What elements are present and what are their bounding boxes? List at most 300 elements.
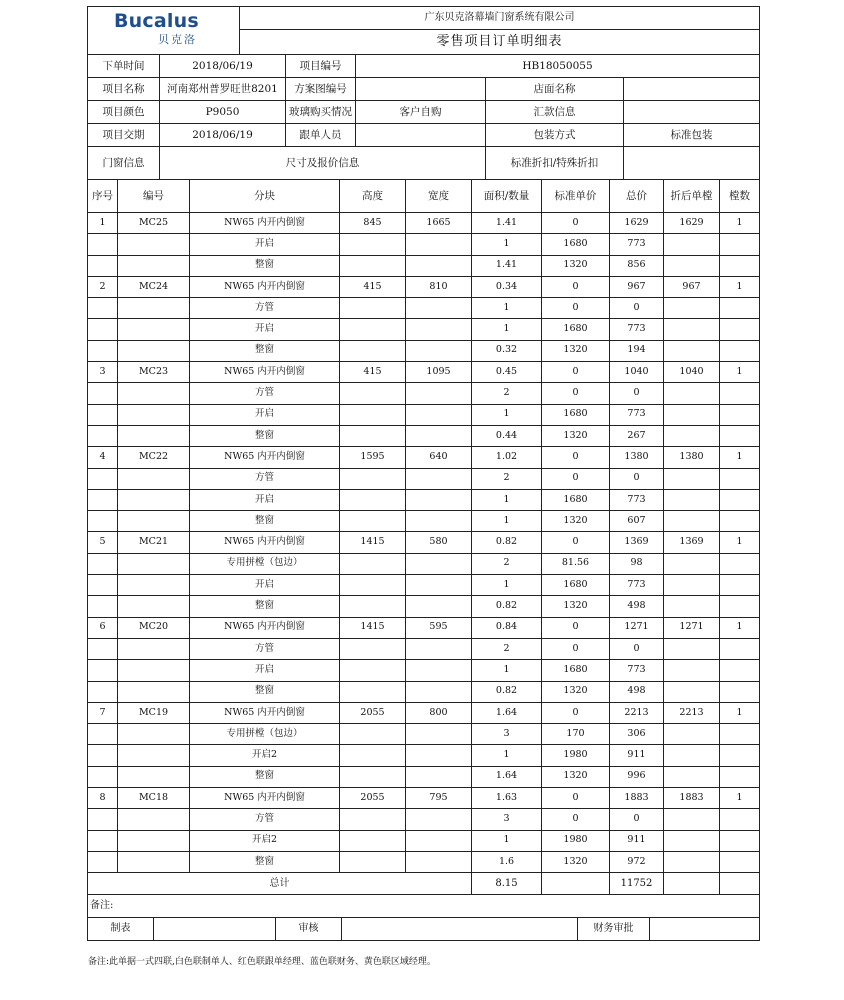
cell-code (118, 319, 190, 340)
cell-code: MC19 (118, 702, 190, 723)
cell-seq (88, 660, 118, 681)
cell-height (340, 681, 406, 702)
review-label: 审核 (276, 918, 342, 941)
follower-value (356, 124, 486, 147)
cell-total-price: 996 (610, 766, 664, 787)
cell-height (340, 319, 406, 340)
total-price: 11752 (610, 873, 664, 895)
packing-value: 标准包装 (624, 124, 760, 147)
remit-value (624, 101, 760, 124)
cell-discount-price (664, 660, 720, 681)
cell-discount-price: 1883 (664, 788, 720, 809)
cell-total-price: 0 (610, 298, 664, 319)
cell-unit-price: 0 (542, 468, 610, 489)
cell-height (340, 404, 406, 425)
cell-unit-price: 1980 (542, 830, 610, 851)
cell-part: 整窗 (190, 681, 340, 702)
cell-discount-price (664, 319, 720, 340)
cell-unit-price: 1980 (542, 745, 610, 766)
cell-height (340, 234, 406, 255)
discount-value (624, 147, 760, 180)
cell-panes: 1 (720, 702, 760, 723)
cell-area-qty: 1 (472, 830, 542, 851)
cell-width (406, 340, 472, 361)
cell-height (340, 489, 406, 510)
cell-width: 795 (406, 788, 472, 809)
cell-discount-price (664, 681, 720, 702)
color-value: P9050 (160, 101, 286, 124)
order-time-label: 下单时间 (88, 55, 160, 78)
table-row (88, 745, 760, 766)
cell-code: MC22 (118, 447, 190, 468)
cell-total-price: 0 (610, 809, 664, 830)
cell-seq: 7 (88, 702, 118, 723)
cell-discount-price (664, 511, 720, 532)
cell-discount-price (664, 234, 720, 255)
table-row (88, 404, 760, 425)
cell-seq (88, 809, 118, 830)
cell-discount-price (664, 745, 720, 766)
table-row (88, 489, 760, 510)
table-row (88, 532, 760, 553)
cell-panes (720, 319, 760, 340)
cell-unit-price: 1320 (542, 340, 610, 361)
cell-seq: 1 (88, 213, 118, 234)
total-empty (720, 873, 760, 895)
cell-discount-price (664, 340, 720, 361)
cell-total-price: 607 (610, 511, 664, 532)
cell-area-qty: 1 (472, 298, 542, 319)
table-row (88, 724, 760, 745)
cell-panes (720, 851, 760, 872)
footnote: 备注:此单据一式四联,白色联制单人、红色联跟单经理、蓝色联财务、黄色联区域经理。 (88, 957, 436, 967)
cell-height: 1415 (340, 617, 406, 638)
cell-area-qty: 1.41 (472, 255, 542, 276)
cell-width (406, 724, 472, 745)
cell-panes (720, 575, 760, 596)
cell-height (340, 830, 406, 851)
logo-cell (88, 7, 240, 55)
total-area: 8.15 (472, 873, 542, 895)
cell-width (406, 553, 472, 574)
cell-unit-price: 1320 (542, 511, 610, 532)
cell-discount-price: 2213 (664, 702, 720, 723)
total-empty (542, 873, 610, 895)
cell-total-price: 773 (610, 489, 664, 510)
cell-total-price: 98 (610, 553, 664, 574)
maker-label: 制表 (88, 918, 154, 941)
cell-seq (88, 489, 118, 510)
cell-height (340, 745, 406, 766)
table-row (88, 617, 760, 638)
cell-height: 2055 (340, 702, 406, 723)
cell-width: 1665 (406, 213, 472, 234)
store-name-value (624, 78, 760, 101)
cell-code (118, 830, 190, 851)
cell-width (406, 830, 472, 851)
cell-discount-price (664, 575, 720, 596)
cell-unit-price: 1320 (542, 851, 610, 872)
cell-panes (720, 809, 760, 830)
cell-discount-price (664, 298, 720, 319)
project-no-label: 项目编号 (286, 55, 356, 78)
cell-seq (88, 425, 118, 446)
table-row (88, 276, 760, 297)
cell-area-qty: 0.82 (472, 681, 542, 702)
cell-seq (88, 404, 118, 425)
cell-area-qty: 1 (472, 511, 542, 532)
cell-total-price: 856 (610, 255, 664, 276)
cell-total-price: 1040 (610, 362, 664, 383)
cell-area-qty: 0.34 (472, 276, 542, 297)
cell-width: 580 (406, 532, 472, 553)
cell-code (118, 383, 190, 404)
column-header-total-price: 总价 (610, 180, 664, 213)
cell-area-qty: 1 (472, 745, 542, 766)
cell-total-price: 911 (610, 830, 664, 851)
cell-seq (88, 234, 118, 255)
cell-total-price: 498 (610, 681, 664, 702)
cell-width (406, 745, 472, 766)
cell-area-qty: 1 (472, 660, 542, 681)
cell-discount-price (664, 766, 720, 787)
cell-unit-price: 1320 (542, 596, 610, 617)
cell-code (118, 638, 190, 659)
cell-unit-price: 0 (542, 298, 610, 319)
cell-width (406, 681, 472, 702)
cell-part: 开启 (190, 575, 340, 596)
cell-panes (720, 383, 760, 404)
column-header-row (88, 180, 760, 213)
cell-width: 800 (406, 702, 472, 723)
review-value (342, 918, 578, 941)
project-info-table (87, 54, 760, 180)
table-row (88, 340, 760, 361)
column-header-panes: 樘数 (720, 180, 760, 213)
cell-part: 开启 (190, 234, 340, 255)
cell-total-price: 773 (610, 404, 664, 425)
cell-unit-price: 81.56 (542, 553, 610, 574)
cell-part: 开启2 (190, 745, 340, 766)
cell-area-qty: 1 (472, 404, 542, 425)
cell-total-price: 0 (610, 638, 664, 659)
cell-code (118, 851, 190, 872)
cell-part: 方管 (190, 468, 340, 489)
cell-width: 640 (406, 447, 472, 468)
cell-discount-price: 1380 (664, 447, 720, 468)
cell-seq (88, 319, 118, 340)
cell-code: MC21 (118, 532, 190, 553)
cell-width (406, 255, 472, 276)
cell-part: NW65 内开内倒窗 (190, 702, 340, 723)
cell-seq (88, 383, 118, 404)
document-title: 零售项目订单明细表 (240, 30, 760, 55)
cell-width (406, 511, 472, 532)
cell-panes (720, 660, 760, 681)
cell-panes (720, 511, 760, 532)
cell-panes (720, 681, 760, 702)
cell-width (406, 638, 472, 659)
cell-height (340, 511, 406, 532)
cell-total-price: 1369 (610, 532, 664, 553)
table-row (88, 383, 760, 404)
cell-panes (720, 830, 760, 851)
cell-area-qty: 3 (472, 809, 542, 830)
total-label: 总计 (88, 873, 472, 895)
cell-area-qty: 2 (472, 468, 542, 489)
cell-part: 整窗 (190, 340, 340, 361)
cell-part: 开启 (190, 404, 340, 425)
cell-area-qty: 1.64 (472, 702, 542, 723)
cell-width (406, 851, 472, 872)
cell-code (118, 468, 190, 489)
cell-height (340, 298, 406, 319)
cell-width (406, 575, 472, 596)
table-row (88, 638, 760, 659)
cell-height (340, 468, 406, 489)
remark-label: 备注: (88, 895, 760, 918)
cell-code (118, 553, 190, 574)
cell-area-qty: 1.64 (472, 766, 542, 787)
cell-total-price: 972 (610, 851, 664, 872)
total-row (88, 873, 760, 895)
table-row (88, 660, 760, 681)
cell-seq: 6 (88, 617, 118, 638)
cell-height: 2055 (340, 788, 406, 809)
cell-seq (88, 638, 118, 659)
cell-code (118, 340, 190, 361)
cell-area-qty: 1.02 (472, 447, 542, 468)
cell-part: 方管 (190, 638, 340, 659)
header-table (87, 6, 760, 55)
table-row (88, 596, 760, 617)
cell-part: NW65 内开内倒窗 (190, 213, 340, 234)
cell-height: 415 (340, 362, 406, 383)
finance-label: 财务审批 (578, 918, 650, 941)
cell-height (340, 425, 406, 446)
cell-total-price: 773 (610, 234, 664, 255)
cell-panes (720, 724, 760, 745)
cell-seq (88, 468, 118, 489)
cell-part: 开启2 (190, 830, 340, 851)
cell-seq (88, 575, 118, 596)
table-row (88, 447, 760, 468)
cell-part: 方管 (190, 298, 340, 319)
cell-seq (88, 681, 118, 702)
cell-width (406, 596, 472, 617)
cell-area-qty: 2 (472, 638, 542, 659)
finance-value (650, 918, 760, 941)
cell-width (406, 234, 472, 255)
cell-code (118, 404, 190, 425)
cell-total-price: 2213 (610, 702, 664, 723)
cell-height (340, 553, 406, 574)
cell-seq (88, 766, 118, 787)
cell-unit-price: 1680 (542, 489, 610, 510)
cell-unit-price: 0 (542, 809, 610, 830)
cell-height (340, 724, 406, 745)
cell-unit-price: 0 (542, 788, 610, 809)
cell-panes: 1 (720, 213, 760, 234)
cell-area-qty: 2 (472, 553, 542, 574)
cell-width: 595 (406, 617, 472, 638)
cell-unit-price: 0 (542, 213, 610, 234)
table-row (88, 298, 760, 319)
table-row (88, 788, 760, 809)
cell-area-qty: 3 (472, 724, 542, 745)
cell-unit-price: 0 (542, 702, 610, 723)
project-name-value: 河南郑州普罗旺世8201 (160, 78, 286, 101)
cell-discount-price (664, 404, 720, 425)
cell-height (340, 575, 406, 596)
cell-unit-price: 0 (542, 383, 610, 404)
cell-part: NW65 内开内倒窗 (190, 447, 340, 468)
cell-panes (720, 255, 760, 276)
cell-panes (720, 340, 760, 361)
table-row (88, 553, 760, 574)
size-price-label: 尺寸及报价信息 (160, 147, 486, 180)
cell-code (118, 234, 190, 255)
cell-unit-price: 1320 (542, 681, 610, 702)
table-row (88, 511, 760, 532)
cell-height (340, 340, 406, 361)
cell-panes (720, 638, 760, 659)
drawing-no-value (356, 78, 486, 101)
cell-total-price: 773 (610, 660, 664, 681)
cell-discount-price (664, 255, 720, 276)
cell-width (406, 298, 472, 319)
column-header-height: 高度 (340, 180, 406, 213)
cell-width (406, 319, 472, 340)
cell-unit-price: 0 (542, 447, 610, 468)
cell-total-price: 498 (610, 596, 664, 617)
cell-discount-price: 1369 (664, 532, 720, 553)
cell-area-qty: 1 (472, 575, 542, 596)
cell-seq (88, 851, 118, 872)
cell-seq (88, 596, 118, 617)
column-header-part: 分块 (190, 180, 340, 213)
cell-panes (720, 596, 760, 617)
cell-part: 开启 (190, 489, 340, 510)
cell-area-qty: 2 (472, 383, 542, 404)
cell-discount-price: 1040 (664, 362, 720, 383)
cell-height (340, 660, 406, 681)
cell-total-price: 194 (610, 340, 664, 361)
cell-code: MC18 (118, 788, 190, 809)
cell-height (340, 638, 406, 659)
cell-seq: 2 (88, 276, 118, 297)
cell-width (406, 809, 472, 830)
cell-seq (88, 255, 118, 276)
footer-table (87, 894, 760, 941)
cell-panes (720, 404, 760, 425)
cell-code (118, 255, 190, 276)
company-logo (114, 10, 224, 48)
cell-discount-price: 1629 (664, 213, 720, 234)
cell-total-price: 0 (610, 468, 664, 489)
cell-unit-price: 1680 (542, 319, 610, 340)
cell-height: 1415 (340, 532, 406, 553)
cell-code (118, 724, 190, 745)
glass-value: 客户自购 (356, 101, 486, 124)
cell-height: 415 (340, 276, 406, 297)
cell-code (118, 745, 190, 766)
cell-panes (720, 745, 760, 766)
table-row (88, 425, 760, 446)
cell-panes (720, 234, 760, 255)
cell-height (340, 766, 406, 787)
store-name-label: 店面名称 (486, 78, 624, 101)
cell-area-qty: 0.82 (472, 596, 542, 617)
cell-area-qty: 0.84 (472, 617, 542, 638)
table-row (88, 681, 760, 702)
cell-area-qty: 1.63 (472, 788, 542, 809)
discount-label: 标准折扣/特殊折扣 (486, 147, 624, 180)
cell-total-price: 267 (610, 425, 664, 446)
cell-part: 专用拼樘（包边） (190, 724, 340, 745)
cell-width (406, 425, 472, 446)
cell-panes (720, 425, 760, 446)
cell-panes: 1 (720, 788, 760, 809)
table-row (88, 234, 760, 255)
cell-width (406, 766, 472, 787)
cell-area-qty: 0.45 (472, 362, 542, 383)
cell-area-qty: 1 (472, 319, 542, 340)
cell-discount-price: 967 (664, 276, 720, 297)
cell-height (340, 255, 406, 276)
cell-discount-price (664, 489, 720, 510)
delivery-label: 项目交期 (88, 124, 160, 147)
cell-area-qty: 1 (472, 489, 542, 510)
cell-width (406, 489, 472, 510)
cell-seq (88, 511, 118, 532)
cell-width (406, 660, 472, 681)
cell-part: NW65 内开内倒窗 (190, 788, 340, 809)
cell-total-price: 773 (610, 319, 664, 340)
cell-width (406, 383, 472, 404)
items-table (87, 179, 760, 895)
cell-code (118, 596, 190, 617)
cell-total-price: 773 (610, 575, 664, 596)
cell-seq (88, 745, 118, 766)
table-row (88, 702, 760, 723)
cell-panes: 1 (720, 276, 760, 297)
cell-total-price: 1883 (610, 788, 664, 809)
cell-code (118, 660, 190, 681)
cell-discount-price (664, 830, 720, 851)
cell-part: NW65 内开内倒窗 (190, 362, 340, 383)
cell-code (118, 575, 190, 596)
cell-part: 方管 (190, 383, 340, 404)
cell-discount-price (664, 425, 720, 446)
cell-panes: 1 (720, 617, 760, 638)
cell-height (340, 851, 406, 872)
company-name: 广东贝克洛幕墙门窗系统有限公司 (240, 7, 760, 30)
drawing-no-label: 方案图编号 (286, 78, 356, 101)
cell-code: MC23 (118, 362, 190, 383)
cell-unit-price: 0 (542, 638, 610, 659)
column-header-area-qty: 面积/数量 (472, 180, 542, 213)
cell-height: 845 (340, 213, 406, 234)
cell-total-price: 1629 (610, 213, 664, 234)
total-empty (664, 873, 720, 895)
table-row (88, 213, 760, 234)
cell-part: 整窗 (190, 596, 340, 617)
cell-discount-price (664, 724, 720, 745)
cell-seq: 4 (88, 447, 118, 468)
cell-unit-price: 0 (542, 532, 610, 553)
cell-part: NW65 内开内倒窗 (190, 276, 340, 297)
